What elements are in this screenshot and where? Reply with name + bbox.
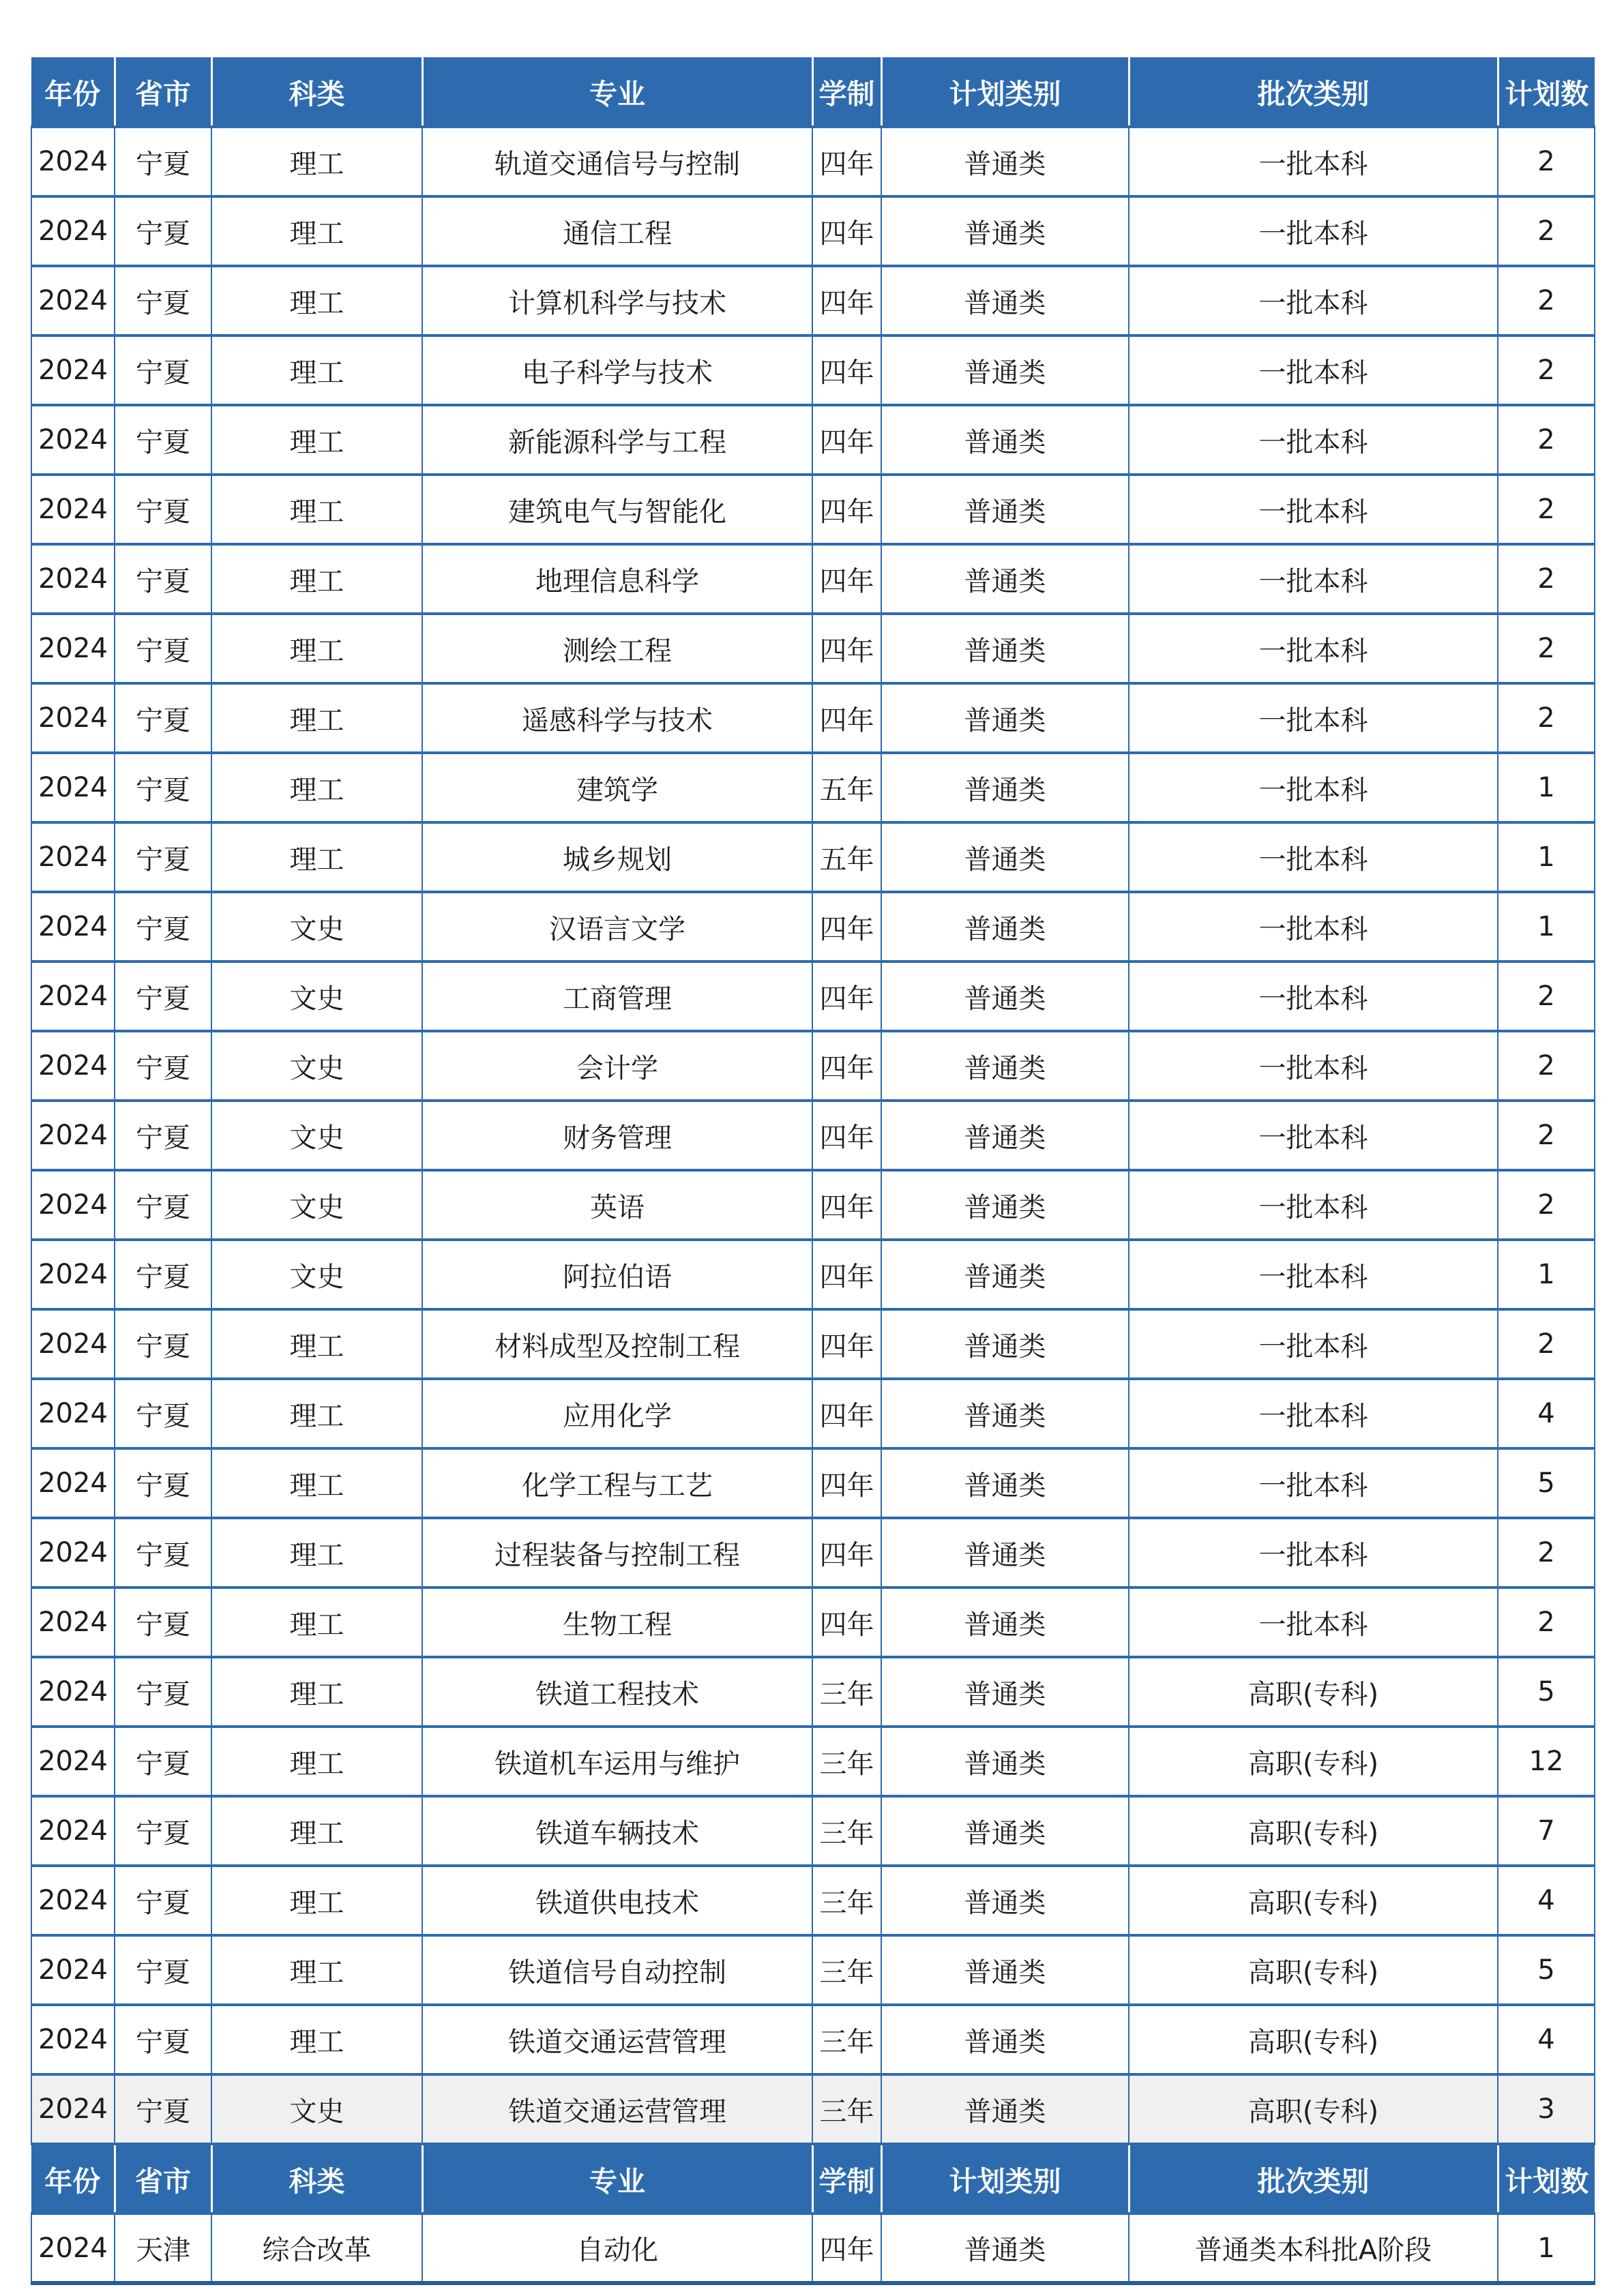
cell-duration: 四年 <box>812 1587 881 1657</box>
cell-major: 计算机科学与技术 <box>422 266 812 336</box>
cell-province: 宁夏 <box>115 1587 211 1657</box>
cell-province: 宁夏 <box>115 196 211 266</box>
cell-province: 宁夏 <box>115 544 211 614</box>
cell-plan-count: 2 <box>1498 336 1595 405</box>
cell-duration: 四年 <box>812 961 881 1031</box>
cell-subject-type: 理工 <box>211 1657 422 1727</box>
cell-batch-type: 一批本科 <box>1129 544 1498 614</box>
column-header-plan-type: 计划类别 <box>881 57 1129 127</box>
cell-year: 2024 <box>31 336 115 405</box>
cell-major: 工商管理 <box>422 961 812 1031</box>
cell-province: 宁夏 <box>115 2074 211 2144</box>
cell-plan-type: 普通类 <box>881 544 1129 614</box>
cell-duration: 五年 <box>812 753 881 822</box>
cell-subject-type: 文史 <box>211 1101 422 1170</box>
table-row <box>31 1727 1595 1796</box>
admission-plan-table-container <box>31 57 1595 2285</box>
cell-major: 材料成型及控制工程 <box>422 1309 812 1379</box>
cell-major: 铁道信号自动控制 <box>422 1935 812 2005</box>
cell-batch-type: 高职(专科) <box>1129 2005 1498 2074</box>
cell-plan-type: 普通类 <box>881 2005 1129 2074</box>
cell-major: 汉语言文学 <box>422 892 812 961</box>
cell-plan-count: 2 <box>1498 1031 1595 1101</box>
cell-plan-type: 普通类 <box>881 1240 1129 1309</box>
cell-subject-type: 文史 <box>211 1031 422 1101</box>
table-row <box>31 1309 1595 1379</box>
column-header-subject-type: 科类 <box>211 57 422 127</box>
cell-plan-count: 1 <box>1498 892 1595 961</box>
cell-batch-type: 高职(专科) <box>1129 1866 1498 1935</box>
header-row <box>31 2144 1595 2213</box>
cell-province: 天津 <box>115 2213 211 2283</box>
cell-subject-type: 理工 <box>211 266 422 336</box>
table-row <box>31 1240 1595 1309</box>
cell-major: 过程装备与控制工程 <box>422 1518 812 1587</box>
table-body-section-2 <box>31 2213 1595 2283</box>
cell-duration: 四年 <box>812 1379 881 1448</box>
cell-subject-type: 理工 <box>211 753 422 822</box>
cell-major: 电子科学与技术 <box>422 336 812 405</box>
cell-plan-type: 普通类 <box>881 2213 1129 2283</box>
cell-batch-type: 一批本科 <box>1129 1518 1498 1587</box>
cell-batch-type: 一批本科 <box>1129 475 1498 544</box>
cell-batch-type: 一批本科 <box>1129 1101 1498 1170</box>
cell-year: 2024 <box>31 753 115 822</box>
cell-plan-type: 普通类 <box>881 196 1129 266</box>
table-row <box>31 1031 1595 1101</box>
cell-province: 宁夏 <box>115 405 211 475</box>
column-header-duration: 学制 <box>812 57 881 127</box>
cell-year: 2024 <box>31 127 115 196</box>
cell-plan-count: 2 <box>1498 405 1595 475</box>
cell-subject-type: 理工 <box>211 1448 422 1518</box>
table-row <box>31 1518 1595 1587</box>
column-header-province: 省市 <box>115 2144 211 2213</box>
cell-year: 2024 <box>31 1379 115 1448</box>
cell-province: 宁夏 <box>115 1448 211 1518</box>
cell-province: 宁夏 <box>115 127 211 196</box>
cell-plan-type: 普通类 <box>881 1448 1129 1518</box>
cell-year: 2024 <box>31 2213 115 2283</box>
cell-plan-type: 普通类 <box>881 1518 1129 1587</box>
cell-subject-type: 理工 <box>211 405 422 475</box>
cell-subject-type: 文史 <box>211 1170 422 1240</box>
cell-plan-count: 2 <box>1498 544 1595 614</box>
table-row <box>31 1101 1595 1170</box>
cell-major: 城乡规划 <box>422 822 812 892</box>
cell-duration: 三年 <box>812 1657 881 1727</box>
cell-major: 地理信息科学 <box>422 544 812 614</box>
cell-batch-type: 一批本科 <box>1129 683 1498 753</box>
cell-year: 2024 <box>31 1866 115 1935</box>
cell-duration: 四年 <box>812 1309 881 1379</box>
cell-plan-count: 4 <box>1498 1379 1595 1448</box>
cell-major: 铁道交通运营管理 <box>422 2074 812 2144</box>
table-row <box>31 336 1595 405</box>
cell-plan-count: 2 <box>1498 1587 1595 1657</box>
cell-plan-type: 普通类 <box>881 1309 1129 1379</box>
table-row <box>31 2005 1595 2074</box>
cell-plan-type: 普通类 <box>881 1866 1129 1935</box>
cell-batch-type: 一批本科 <box>1129 266 1498 336</box>
cell-duration: 四年 <box>812 544 881 614</box>
cell-year: 2024 <box>31 683 115 753</box>
table-row <box>31 683 1595 753</box>
cell-plan-type: 普通类 <box>881 614 1129 683</box>
cell-province: 宁夏 <box>115 266 211 336</box>
table-row <box>31 405 1595 475</box>
cell-duration: 四年 <box>812 266 881 336</box>
table-row <box>31 1448 1595 1518</box>
cell-province: 宁夏 <box>115 475 211 544</box>
cell-major: 铁道交通运营管理 <box>422 2005 812 2074</box>
cell-major: 铁道车辆技术 <box>422 1796 812 1866</box>
table-row <box>31 2213 1595 2283</box>
cell-subject-type: 理工 <box>211 1309 422 1379</box>
cell-batch-type: 一批本科 <box>1129 961 1498 1031</box>
cell-duration: 四年 <box>812 196 881 266</box>
table-row <box>31 961 1595 1031</box>
cell-batch-type: 一批本科 <box>1129 405 1498 475</box>
cell-plan-type: 普通类 <box>881 475 1129 544</box>
cell-subject-type: 理工 <box>211 1935 422 2005</box>
cell-subject-type: 理工 <box>211 196 422 266</box>
cell-duration: 四年 <box>812 475 881 544</box>
cell-plan-count: 2 <box>1498 1170 1595 1240</box>
cell-subject-type: 理工 <box>211 614 422 683</box>
cell-province: 宁夏 <box>115 336 211 405</box>
cell-plan-count: 4 <box>1498 1866 1595 1935</box>
cell-province: 宁夏 <box>115 1518 211 1587</box>
table-row <box>31 1657 1595 1727</box>
cell-plan-type: 普通类 <box>881 1101 1129 1170</box>
cell-plan-type: 普通类 <box>881 1031 1129 1101</box>
cell-subject-type: 文史 <box>211 1240 422 1309</box>
cell-plan-type: 普通类 <box>881 266 1129 336</box>
cell-duration: 四年 <box>812 1031 881 1101</box>
cell-year: 2024 <box>31 1240 115 1309</box>
cell-duration: 四年 <box>812 127 881 196</box>
cell-province: 宁夏 <box>115 1796 211 1866</box>
table-row <box>31 822 1595 892</box>
cell-year: 2024 <box>31 892 115 961</box>
admission-plan-table <box>31 57 1595 2285</box>
cell-major: 轨道交通信号与控制 <box>422 127 812 196</box>
cell-subject-type: 理工 <box>211 1866 422 1935</box>
table-row <box>31 892 1595 961</box>
cell-major: 建筑电气与智能化 <box>422 475 812 544</box>
column-header-year: 年份 <box>31 2144 115 2213</box>
cell-province: 宁夏 <box>115 822 211 892</box>
cell-duration: 三年 <box>812 1866 881 1935</box>
cell-province: 宁夏 <box>115 1170 211 1240</box>
cell-plan-count: 2 <box>1498 475 1595 544</box>
table-row <box>31 475 1595 544</box>
table-row <box>31 1379 1595 1448</box>
cell-duration: 四年 <box>812 892 881 961</box>
column-header-province: 省市 <box>115 57 211 127</box>
cell-year: 2024 <box>31 1170 115 1240</box>
cell-plan-type: 普通类 <box>881 405 1129 475</box>
cell-major: 铁道工程技术 <box>422 1657 812 1727</box>
cell-plan-type: 普通类 <box>881 1796 1129 1866</box>
cell-batch-type: 一批本科 <box>1129 196 1498 266</box>
cell-plan-type: 普通类 <box>881 2074 1129 2144</box>
cell-plan-type: 普通类 <box>881 1170 1129 1240</box>
cell-subject-type: 综合改革 <box>211 2213 422 2283</box>
table-header-section-2 <box>31 2144 1595 2213</box>
cell-plan-count: 7 <box>1498 1796 1595 1866</box>
column-header-duration: 学制 <box>812 2144 881 2213</box>
cell-duration: 四年 <box>812 614 881 683</box>
column-header-plan-count: 计划数 <box>1498 2144 1595 2213</box>
cell-major: 自动化 <box>422 2213 812 2283</box>
cell-duration: 四年 <box>812 683 881 753</box>
cell-batch-type: 一批本科 <box>1129 336 1498 405</box>
cell-plan-type: 普通类 <box>881 1935 1129 2005</box>
table-row <box>31 1796 1595 1866</box>
cell-major: 建筑学 <box>422 753 812 822</box>
cell-subject-type: 理工 <box>211 544 422 614</box>
table-row <box>31 614 1595 683</box>
cell-plan-count: 2 <box>1498 127 1595 196</box>
cell-duration: 四年 <box>812 336 881 405</box>
cell-duration: 三年 <box>812 2074 881 2144</box>
cell-subject-type: 文史 <box>211 2074 422 2144</box>
cell-batch-type: 一批本科 <box>1129 1240 1498 1309</box>
cell-province: 宁夏 <box>115 1866 211 1935</box>
cell-year: 2024 <box>31 475 115 544</box>
cell-subject-type: 理工 <box>211 2005 422 2074</box>
cell-duration: 四年 <box>812 405 881 475</box>
cell-province: 宁夏 <box>115 892 211 961</box>
cell-plan-count: 1 <box>1498 2213 1595 2283</box>
cell-plan-count: 1 <box>1498 1240 1595 1309</box>
column-header-plan-count: 计划数 <box>1498 57 1595 127</box>
cell-year: 2024 <box>31 1309 115 1379</box>
table-row <box>31 1587 1595 1657</box>
table-row <box>31 196 1595 266</box>
cell-batch-type: 一批本科 <box>1129 614 1498 683</box>
cell-batch-type: 一批本科 <box>1129 1170 1498 1240</box>
table-row <box>31 1170 1595 1240</box>
table-row <box>31 1866 1595 1935</box>
cell-subject-type: 理工 <box>211 1587 422 1657</box>
header-row <box>31 57 1595 127</box>
cell-plan-type: 普通类 <box>881 892 1129 961</box>
cell-plan-type: 普通类 <box>881 1379 1129 1448</box>
cell-major: 应用化学 <box>422 1379 812 1448</box>
cell-batch-type: 高职(专科) <box>1129 1796 1498 1866</box>
cell-duration: 四年 <box>812 1518 881 1587</box>
cell-plan-count: 2 <box>1498 961 1595 1031</box>
table-body-section-1 <box>31 127 1595 2144</box>
cell-province: 宁夏 <box>115 753 211 822</box>
table-row <box>31 127 1595 196</box>
cell-duration: 三年 <box>812 1727 881 1796</box>
cell-province: 宁夏 <box>115 614 211 683</box>
cell-year: 2024 <box>31 1518 115 1587</box>
column-header-year: 年份 <box>31 57 115 127</box>
cell-batch-type: 一批本科 <box>1129 1587 1498 1657</box>
cell-subject-type: 理工 <box>211 1518 422 1587</box>
cell-major: 通信工程 <box>422 196 812 266</box>
cell-batch-type: 一批本科 <box>1129 892 1498 961</box>
cell-duration: 四年 <box>812 2213 881 2283</box>
cell-major: 生物工程 <box>422 1587 812 1657</box>
cell-subject-type: 理工 <box>211 336 422 405</box>
cell-plan-type: 普通类 <box>881 1587 1129 1657</box>
cell-subject-type: 理工 <box>211 1727 422 1796</box>
table-row <box>31 2074 1595 2144</box>
cell-year: 2024 <box>31 1935 115 2005</box>
cell-province: 宁夏 <box>115 1101 211 1170</box>
cell-major: 新能源科学与工程 <box>422 405 812 475</box>
cell-plan-count: 2 <box>1498 266 1595 336</box>
table-row <box>31 266 1595 336</box>
cell-province: 宁夏 <box>115 1240 211 1309</box>
cell-year: 2024 <box>31 1587 115 1657</box>
cell-year: 2024 <box>31 2005 115 2074</box>
cell-batch-type: 高职(专科) <box>1129 2074 1498 2144</box>
cell-batch-type: 高职(专科) <box>1129 1935 1498 2005</box>
cell-batch-type: 高职(专科) <box>1129 1727 1498 1796</box>
cell-plan-count: 2 <box>1498 1309 1595 1379</box>
column-header-major: 专业 <box>422 57 812 127</box>
cell-batch-type: 一批本科 <box>1129 753 1498 822</box>
table-row <box>31 1935 1595 2005</box>
cell-plan-type: 普通类 <box>881 753 1129 822</box>
cell-plan-count: 2 <box>1498 614 1595 683</box>
cell-plan-type: 普通类 <box>881 822 1129 892</box>
cell-batch-type: 一批本科 <box>1129 1448 1498 1518</box>
cell-plan-count: 2 <box>1498 1101 1595 1170</box>
cell-year: 2024 <box>31 405 115 475</box>
cell-major: 化学工程与工艺 <box>422 1448 812 1518</box>
cell-year: 2024 <box>31 1657 115 1727</box>
cell-province: 宁夏 <box>115 1657 211 1727</box>
cell-major: 遥感科学与技术 <box>422 683 812 753</box>
cell-major: 铁道机车运用与维护 <box>422 1727 812 1796</box>
cell-province: 宁夏 <box>115 961 211 1031</box>
cell-plan-count: 2 <box>1498 683 1595 753</box>
cell-batch-type: 普通类本科批A阶段 <box>1129 2213 1498 2283</box>
cell-subject-type: 理工 <box>211 1379 422 1448</box>
column-header-subject-type: 科类 <box>211 2144 422 2213</box>
cell-plan-count: 2 <box>1498 196 1595 266</box>
cell-plan-count: 12 <box>1498 1727 1595 1796</box>
column-header-plan-type: 计划类别 <box>881 2144 1129 2213</box>
cell-batch-type: 高职(专科) <box>1129 1657 1498 1727</box>
cell-batch-type: 一批本科 <box>1129 127 1498 196</box>
cell-batch-type: 一批本科 <box>1129 1309 1498 1379</box>
cell-major: 铁道供电技术 <box>422 1866 812 1935</box>
column-header-batch-type: 批次类别 <box>1129 2144 1498 2213</box>
cell-year: 2024 <box>31 1031 115 1101</box>
column-header-major: 专业 <box>422 2144 812 2213</box>
cell-year: 2024 <box>31 196 115 266</box>
table-row <box>31 544 1595 614</box>
cell-duration: 四年 <box>812 1101 881 1170</box>
cell-major: 财务管理 <box>422 1101 812 1170</box>
cell-province: 宁夏 <box>115 1727 211 1796</box>
cell-duration: 三年 <box>812 1935 881 2005</box>
table-row <box>31 753 1595 822</box>
cell-plan-count: 2 <box>1498 1518 1595 1587</box>
cell-province: 宁夏 <box>115 1935 211 2005</box>
cell-subject-type: 理工 <box>211 475 422 544</box>
cell-duration: 三年 <box>812 1796 881 1866</box>
cell-major: 英语 <box>422 1170 812 1240</box>
cell-subject-type: 文史 <box>211 892 422 961</box>
cell-province: 宁夏 <box>115 1031 211 1101</box>
cell-year: 2024 <box>31 544 115 614</box>
cell-subject-type: 理工 <box>211 683 422 753</box>
cell-plan-count: 1 <box>1498 753 1595 822</box>
cell-plan-count: 1 <box>1498 822 1595 892</box>
cell-major: 会计学 <box>422 1031 812 1101</box>
cell-major: 测绘工程 <box>422 614 812 683</box>
cell-plan-type: 普通类 <box>881 1727 1129 1796</box>
cell-year: 2024 <box>31 1796 115 1866</box>
cell-subject-type: 理工 <box>211 1796 422 1866</box>
cell-plan-type: 普通类 <box>881 336 1129 405</box>
cell-province: 宁夏 <box>115 2005 211 2074</box>
cell-province: 宁夏 <box>115 1309 211 1379</box>
cell-plan-count: 3 <box>1498 2074 1595 2144</box>
cell-plan-count: 5 <box>1498 1935 1595 2005</box>
cell-year: 2024 <box>31 961 115 1031</box>
cell-batch-type: 一批本科 <box>1129 1379 1498 1448</box>
cell-plan-type: 普通类 <box>881 961 1129 1031</box>
cell-plan-count: 5 <box>1498 1657 1595 1727</box>
cell-duration: 三年 <box>812 2005 881 2074</box>
cell-plan-type: 普通类 <box>881 683 1129 753</box>
cell-year: 2024 <box>31 1727 115 1796</box>
cell-plan-type: 普通类 <box>881 127 1129 196</box>
cell-province: 宁夏 <box>115 683 211 753</box>
cell-major: 阿拉伯语 <box>422 1240 812 1309</box>
cell-batch-type: 一批本科 <box>1129 1031 1498 1101</box>
cell-year: 2024 <box>31 2074 115 2144</box>
cell-plan-count: 5 <box>1498 1448 1595 1518</box>
cell-plan-count: 4 <box>1498 2005 1595 2074</box>
cell-duration: 四年 <box>812 1448 881 1518</box>
cell-subject-type: 理工 <box>211 127 422 196</box>
cell-plan-type: 普通类 <box>881 1657 1129 1727</box>
table-header-section-1 <box>31 57 1595 127</box>
cell-duration: 五年 <box>812 822 881 892</box>
cell-subject-type: 理工 <box>211 822 422 892</box>
cell-duration: 四年 <box>812 1170 881 1240</box>
cell-subject-type: 文史 <box>211 961 422 1031</box>
cell-duration: 四年 <box>812 1240 881 1309</box>
cell-batch-type: 一批本科 <box>1129 822 1498 892</box>
column-header-batch-type: 批次类别 <box>1129 57 1498 127</box>
cell-year: 2024 <box>31 614 115 683</box>
cell-year: 2024 <box>31 266 115 336</box>
cell-province: 宁夏 <box>115 1379 211 1448</box>
cell-year: 2024 <box>31 822 115 892</box>
cell-year: 2024 <box>31 1448 115 1518</box>
cell-year: 2024 <box>31 1101 115 1170</box>
